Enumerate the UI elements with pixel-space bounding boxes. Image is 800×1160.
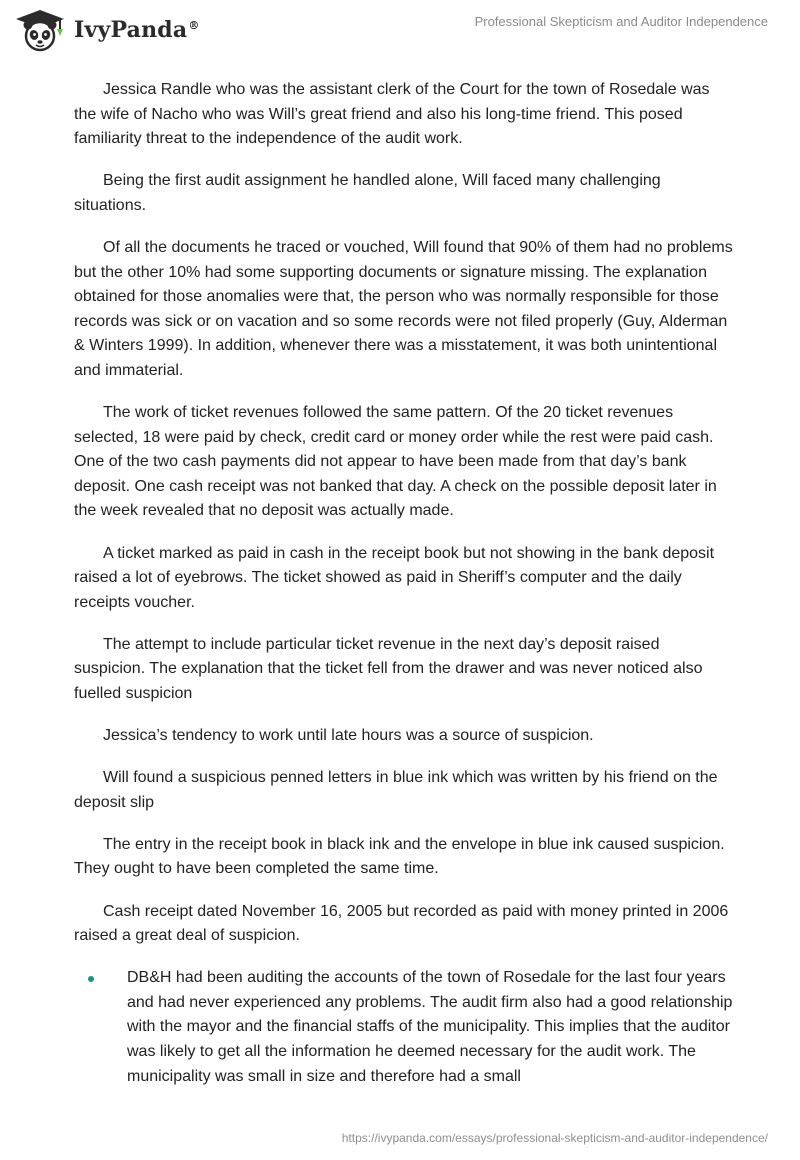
site-logo[interactable] <box>14 8 200 52</box>
logo-wordmark <box>74 17 200 43</box>
page-header <box>0 0 800 62</box>
logo-text: IvyPanda <box>74 17 188 43</box>
paragraph: Being the first audit assignment he handled alone, Will faced many challenging situations. <box>74 172 661 214</box>
essay-body <box>74 78 734 1089</box>
paragraph: Will found a suspicious penned letters in blue ink which was written by his friend on the deposit slip <box>74 769 718 811</box>
paragraph: Of all the documents he traced or vouched, Will found that 90% of them had no problems but the other 10% had some supporting documents or signature missing. The explanation obtained for those anomalies were that, the person who was normally responsible for those records was sick or on vacation and so some records were not filed properly (Guy, Alderman & Winters 1999). In addition, whenever there was a misstatement, it was both unintentional and immaterial. <box>74 238 733 379</box>
document-title: Professional Skepticism and Auditor Independence <box>474 14 768 29</box>
paragraph: A ticket marked as paid in cash in the receipt book but not showing in the bank deposit raised a lot of eyebrows. The ticket showed as paid in Sheriff’s computer and the daily receipts voucher. <box>74 544 715 611</box>
paragraph: Jessica Randle who was the assistant clerk of the Court for the town of Rosedale was the wife of Nacho who was Will’s great friend and also his long-time friend. This posed familiarity threat to the independence of the audit work. <box>74 81 710 148</box>
registered-mark: ® <box>188 18 200 32</box>
list-item-text: DB&H had been auditing the accounts of the town of Rosedale for the last four years and had never experienced any problems. The audit firm also had a good relationship with the mayor and the financial staffs of the municipality. This implies that the auditor was likely to get all the information he deemed necessary for the audit work. The municipality was small in size and therefore had a small <box>127 969 733 1085</box>
list-item <box>74 966 734 1089</box>
paragraph: Cash receipt dated November 16, 2005 but recorded as paid with money printed in 2006 raised a great deal of suspicion. <box>74 902 729 945</box>
paragraph: Jessica’s tendency to work until late hours was a source of suspicion. <box>103 727 594 745</box>
paragraph: The attempt to include particular ticket revenue in the next day’s deposit raised suspicion. The explanation that the ticket fell from the drawer and was never noticed also fuelled suspicion <box>74 635 703 702</box>
paragraph: The work of ticket revenues followed the same pattern. Of the 20 ticket revenues selected, 18 were paid by check, credit card or money order while the rest were paid cash. One of the two cash payments did not appear to have been made from that day’s bank deposit. One cash receipt was not banked that day. A check on the possible deposit later in the week revealed that no deposit was actually made. <box>74 404 717 520</box>
source-url[interactable]: https://ivypanda.com/essays/professional-skepticism-and-auditor-independence/ <box>341 1131 768 1145</box>
panda-graduate-icon <box>14 8 66 52</box>
paragraph: The entry in the receipt book in black ink and the envelope in blue ink caused suspicion. They ought to have been completed the same time. <box>74 835 725 878</box>
bullet-dot-icon <box>88 976 94 982</box>
bullet-list <box>74 966 734 1089</box>
